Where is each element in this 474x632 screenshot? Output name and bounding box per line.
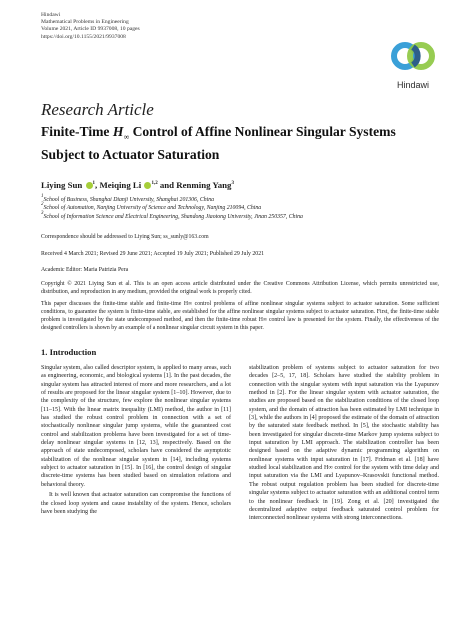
title-prefix: Finite-Time xyxy=(41,124,110,139)
hindawi-logo-icon xyxy=(388,34,438,80)
volume-line: Volume 2021, Article ID 9937008, 10 pages xyxy=(41,26,140,33)
journal-name: Mathematical Problems in Engineering xyxy=(41,19,129,26)
author-sup: 1 xyxy=(92,181,96,186)
title-line-1 xyxy=(41,123,441,146)
orcid-icon[interactable] xyxy=(86,182,93,189)
title-math: $H_\infty$ xyxy=(112,124,130,142)
affiliation: $^2$School of Automation, Nanjing University of Science and Technology, Nanjing 210094, China xyxy=(41,202,262,212)
logo-wordmark: Hindawi xyxy=(396,80,429,90)
body-paragraph: stabilization problem of systems subject to actuator saturation for two decades [2–5, 17, 18]. Scholars have studied the stability problem in connection with the singular system with input saturation via the Lyapunov method in [2]. For the linear singular system with actuator saturation, the studies are proposed based on the stabilization conditions of the closed loop system, and the domain of attraction has been estimated by LMI technique in [3], while the authors in [4] proposed the estimate of the domain of attraction by the saturated state feedback method. In [5], the stochastic stability has been investigated for singular discrete-time Markov jump systems subject to input saturation by LMI approach. The stabilization controller has been designed based on the adaptive dynamic programming algorithm on nonlinear systems with input saturation in [17]. Fridman et al. [18] have studied local stabilization and H∞ control for the system with time delay and input saturation via the LMI and Lyapunov–Krasovskii functional method. The robust output regulation problem has been studied for discrete-time singular systems subject to actuator saturation with an additional control term to the nonlinear feedback in [19]. Zong et al. [20] investigated the decentralized adaptive output feedback saturated control problem for interconnected nonlinear systems with strong interconnections. xyxy=(249,365,439,522)
author-list: Liying Sun $^1$, Meiqing Li $^{1,2}$ and Renming Yang$^3$ xyxy=(41,180,234,190)
title-suffix: Control of Affine Nonlinear Singular Systems xyxy=(132,124,396,139)
author-name[interactable]: Meiqing Li xyxy=(99,180,142,190)
author-sup: 3 xyxy=(231,181,234,186)
abstract: This paper discusses the finite-time stable and finite-time H∞ control problems of affine nonlinear singular systems subject to actuator saturation. Some sufficient conditions, to guarantee the system is finite-time stable, are established for the affine nonlinear singular systems subject to actuator saturation. First, the finite-time stable problem is investigated by the state undecomposed method, and then the finite-time robust H∞ control law is presented for the system. Finally, the effectiveness of the designed controllers is shown by an example of a nonlinear singular circuit system in this paper. xyxy=(41,301,439,331)
academic-editor: Academic Editor: Maria Patrizia Pera xyxy=(41,267,129,273)
body-paragraph: Singular system, also called descriptor system, is applied to many areas, such as engineering, economic, and biological systems [1]. In the past decades, the singular system has attracted interest of more and more researchers, and a lot of results are proposed for the linear singular system [1–10]. However, due to the complexity of the structure, few explore the nonlinear singular systems [11–15]. With the linear matrix inequality (LMI) method, the author in [11] has studied the robust control problem in connection with a set of stochastically nonlinear singular jump systems, while the guaranteed cost control and stabilization problems have been investigated for a set of time-delay nonlinear singular systems in [12, 13], respectively. Based on the approach of state undecomposed, scholars have considered the asymptotic stabilization of the nonlinear singular system in [14], including systems subject to actuator saturation in [15]. In [16], the control design of singular discrete-time systems has been studied based on simulation relations and behavioral theory. xyxy=(41,365,231,488)
body-paragraph: It is well known that actuator saturation can compromise the functions of the closed loop system and cause instability of the system. Hence, scholars have been studying the xyxy=(41,492,231,515)
doi-link[interactable]: https://doi.org/10.1155/2021/9937008 xyxy=(41,33,126,40)
affiliation: $^1$School of Business, Shanghai Dianji University, Shanghai 201306, China xyxy=(41,194,215,203)
copyright-notice: Copyright © 2021 Liying Sun et al. This is an open access article distributed under the Creative Commons Attribution License, which permits unrestricted use, distribution, and reproduction in any medium, provided the original work is properly cited. xyxy=(41,281,439,295)
section-heading: 1. Introduction xyxy=(41,347,97,357)
publisher-name: Hindawi xyxy=(41,12,61,18)
author-name[interactable]: Renming Yang xyxy=(176,180,232,190)
affiliation: $^3$School of Information Science and Electrical Engineering, Shandong Jiaotong University, Jinan 250357, China xyxy=(41,210,303,220)
right-column xyxy=(249,364,439,523)
correspondence: Correspondence should be addressed to Liying Sun; ss_sunly@163.com xyxy=(41,234,209,240)
article-type: Research Article xyxy=(41,100,154,119)
title-line-2: Subject to Actuator Saturation xyxy=(41,146,220,162)
affiliations xyxy=(41,196,303,221)
author-connector: and xyxy=(159,180,175,190)
author-name[interactable]: Liying Sun xyxy=(41,180,83,190)
left-column xyxy=(41,364,231,516)
dates: Received 4 March 2021; Revised 29 June 2021; Accepted 19 July 2021; Published 29 July 2021 xyxy=(41,251,264,257)
journal-meta xyxy=(41,12,140,41)
paper-title xyxy=(41,123,441,163)
author-sup: 1,2 xyxy=(151,181,158,186)
